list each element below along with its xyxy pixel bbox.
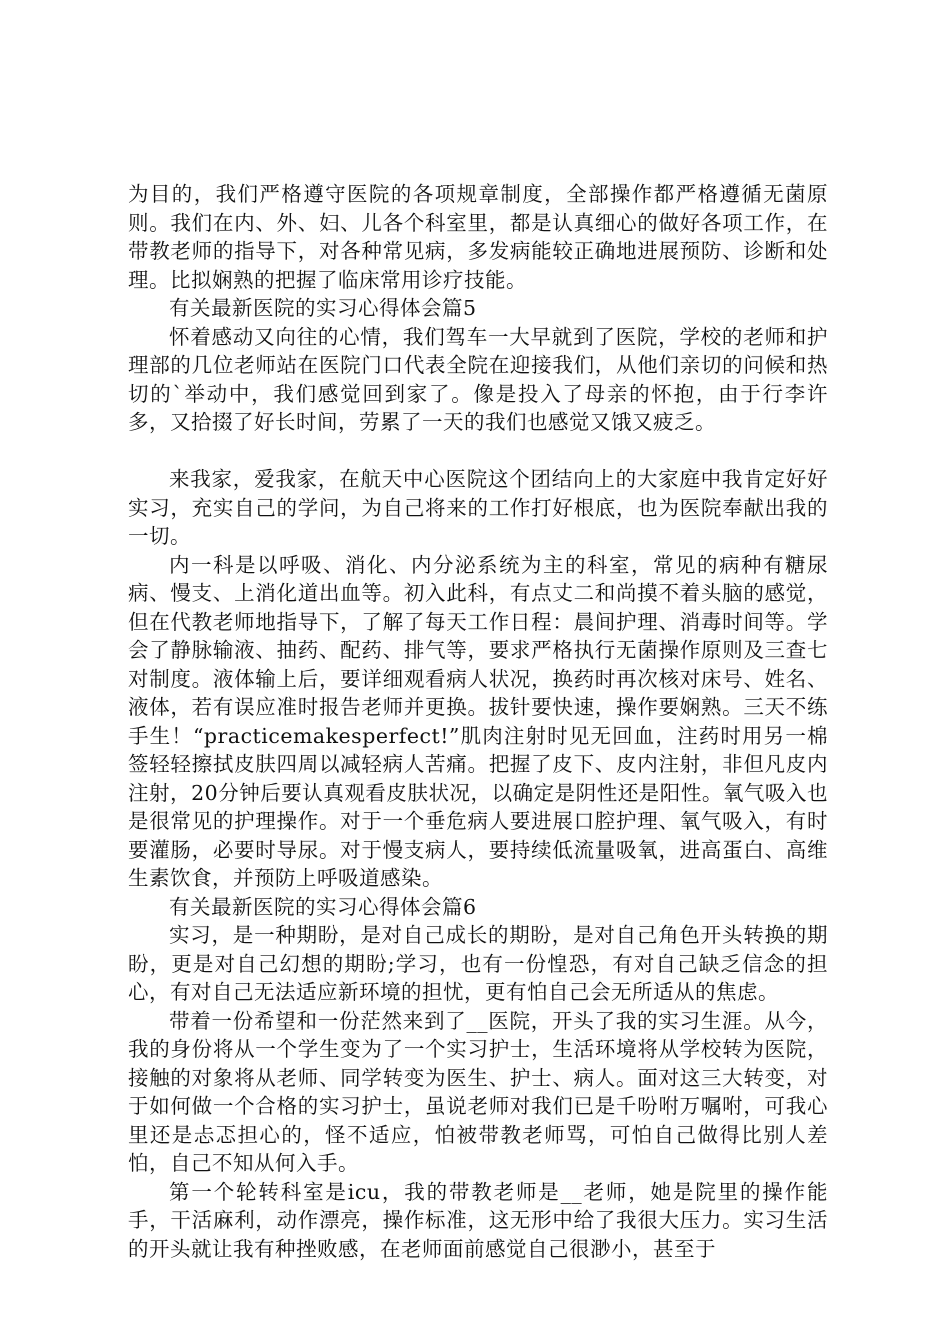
- blank-line: [128, 437, 828, 466]
- section-heading: 有关最新医院的实习心得体会篇6: [169, 894, 477, 919]
- document-body: [128, 180, 828, 1263]
- body-paragraph: 带着一份希望和一份茫然来到了__医院，开头了我的实习生涯。从今，我的身份将从一个学生变为了一个实习护士，生活环境将从学校转为医院，接触的对象将从老师、同学转变为医生、护士、病人。面对这三大转变，对于如何做一个合格的实习护士，虽说老师对我们已是千吩咐万嘱咐，可我心里还是忐忑担心的，怪不适应，怕被带教老师骂，可怕自己做得比别人差怕，自己不知从何入手。: [128, 1008, 828, 1175]
- body-paragraph: 怀着感动又向往的心情，我们驾车一大早就到了医院，学校的老师和护理部的几位老师站在医院门口代表全院在迎接我们，从他们亲切的问候和热切的`举动中，我们感觉回到家了。像是投入了母亲的怀抱，由于行李许多，又拾掇了好长时间，劳累了一天的我们也感觉又饿又疲乏。: [128, 324, 828, 434]
- body-paragraph: 为目的，我们严格遵守医院的各项规章制度，全部操作都严格遵循无菌原则。我们在内、外、妇、儿各个科室里，都是认真细心的做好各项工作，在带教老师的指导下，对各种常见病，多发病能较正确地进展预防、诊断和处理。比拟娴熟的把握了临床常用诊疗技能。: [128, 182, 828, 292]
- body-paragraph: 来我家，爱我家，在航天中心医院这个团结向上的大家庭中我肯定好好实习，充实自己的学问，为自己将来的工作打好根底，也为医院奉献出我的一切。: [128, 467, 828, 548]
- section-heading: 有关最新医院的实习心得体会篇5: [169, 296, 477, 320]
- body-paragraph: 内一科是以呼吸、消化、内分泌系统为主的科室，常见的病种有糖尿病、慢支、上消化道出血等。初入此科，有点丈二和尚摸不着头脑的感觉，但在代教老师地指导下，了解了每天工作日程：晨间护理、消毒时间等。学会了静脉输液、抽药、配药、排气等，要求严格执行无菌操作原则及三查七对制度。液体输上后，要详细观看病人状况，换药时再次核对床号、姓名、液体，若有误应准时报告老师并更换。拔针要快速，操作要娴熟。三天不练手生！“practicemakesperfect!”肌肉注射时见无回血，注药时用另一棉签轻轻擦拭皮肤四周以减轻病人苦痛。把握了皮下、皮内注射，非但凡皮内注射，20分钟后要认真观看皮肤状况，以确定是阴性还是阳性。氧气吸入也是很常见的护理操作。对于一个垂危病人要进展口腔护理、氧气吸入，有时要灌肠，必要时导尿。对于慢支病人，要持续低流量吸氧，进高蛋白、高维生素饮食，并预防上呼吸道感染。: [128, 552, 828, 890]
- body-paragraph: 实习，是一种期盼，是对自己成长的期盼，是对自己角色开头转换的期盼，更是对自己幻想的期盼;学习，也有一份惶恐，有对自己缺乏信念的担心，有对自己无法适应新环境的担忧，更有怕自己会无所适从的焦虑。: [128, 923, 828, 1004]
- body-paragraph: 第一个轮转科室是icu，我的带教老师是__老师，她是院里的操作能手，干活麻利，动作漂亮，操作标准，这无形中给了我很大压力。实习生活的开头就让我有种挫败感，在老师面前感觉自己很渺小，甚至于: [128, 1179, 828, 1261]
